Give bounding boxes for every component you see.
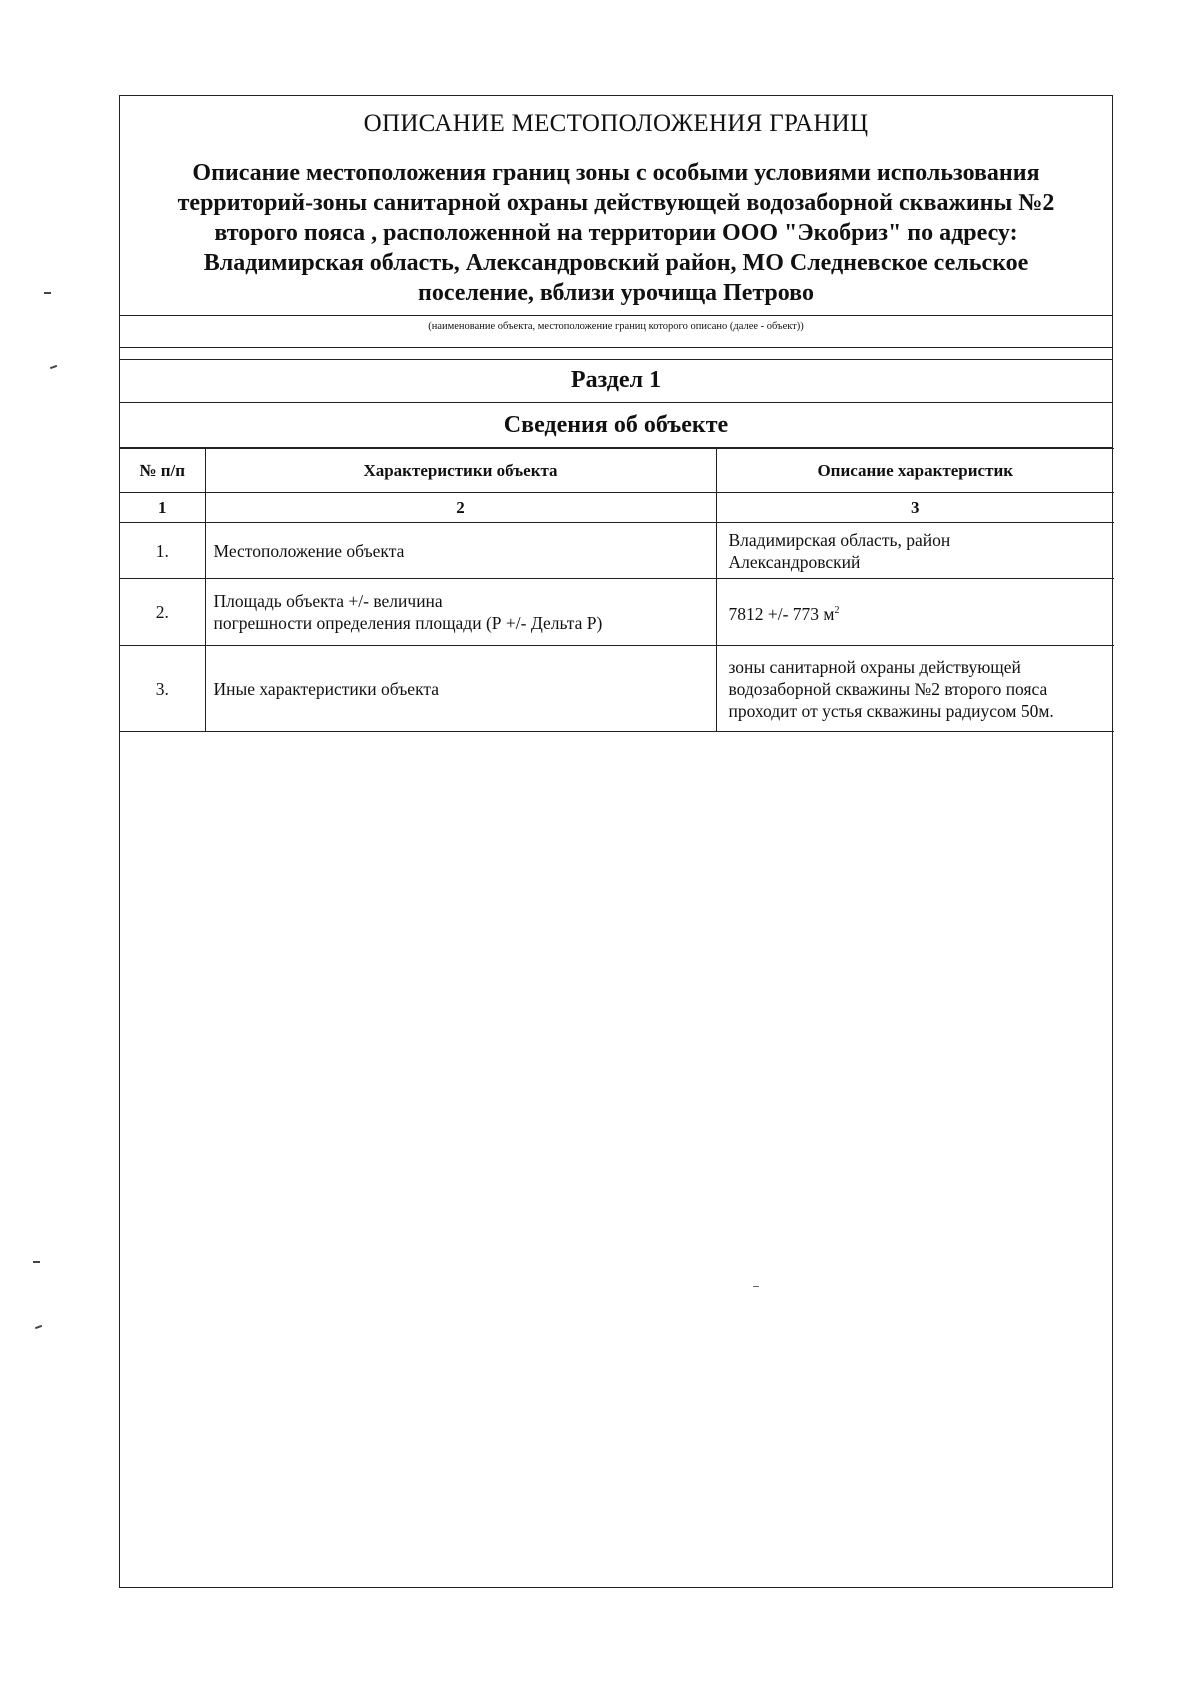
text-line: Иные характеристики объекта xyxy=(213,678,439,699)
column-number-row xyxy=(120,493,1114,523)
section-title: Раздел 1 xyxy=(120,359,1112,403)
row-description xyxy=(716,579,1114,646)
header-characteristic: Характеристики объекта xyxy=(205,449,716,493)
object-description xyxy=(134,158,1098,308)
subtitle-line: второго пояса , расположенной на территории ООО "Экобриз" по адресу: xyxy=(214,220,1018,246)
object-info-table xyxy=(120,448,1114,732)
document-frame xyxy=(119,95,1113,1588)
table-header-row xyxy=(120,449,1114,493)
area-value: 7812 +/- 773 м xyxy=(728,603,835,624)
text-line: Местоположение объекта xyxy=(213,540,405,561)
text-line: Владимирская область, район xyxy=(728,529,951,550)
text-line: водозаборной скважины №2 второго пояса xyxy=(728,678,1048,699)
row-number: 3. xyxy=(120,646,205,732)
margin-mark xyxy=(33,1261,40,1263)
row-characteristic xyxy=(205,523,716,579)
margin-mark xyxy=(50,365,57,369)
document-header xyxy=(120,96,1112,316)
table-row xyxy=(120,646,1114,732)
area-unit-superscript: 2 xyxy=(834,604,840,616)
table-row xyxy=(120,579,1114,646)
object-caption: (наименование объекта, местоположение границ которого описано (далее - объект)) xyxy=(120,316,1112,348)
header-description: Описание характеристик xyxy=(716,449,1114,493)
subtitle-line: территорий-зоны санитарной охраны действующей водозаборной скважины №2 xyxy=(177,190,1055,216)
column-number: 3 xyxy=(716,493,1114,523)
column-number: 2 xyxy=(205,493,716,523)
table-row xyxy=(120,523,1114,579)
text-line: погрешности определения площади (Р +/- Дельта Р) xyxy=(213,613,603,633)
row-description xyxy=(716,646,1114,732)
text-line: Площадь объекта +/- величина xyxy=(213,591,443,611)
row-characteristic xyxy=(205,579,716,646)
subtitle-line: поселение, вблизи урочища Петрово xyxy=(418,280,814,306)
row-number: 2. xyxy=(120,579,205,646)
margin-mark xyxy=(35,1325,42,1329)
subtitle-line: Описание местоположения границ зоны с особыми условиями использования xyxy=(192,160,1040,186)
column-number: 1 xyxy=(120,493,205,523)
page-title: ОПИСАНИЕ МЕСТОПОЛОЖЕНИЯ ГРАНИЦ xyxy=(363,110,869,137)
header-number: № п/п xyxy=(120,449,205,493)
section-heading: Сведения об объекте xyxy=(120,403,1112,448)
text-line: проходит от устья скважины радиусом 50м. xyxy=(728,700,1054,721)
row-description xyxy=(716,523,1114,579)
margin-mark xyxy=(44,292,51,294)
text-line: зоны санитарной охраны действующей xyxy=(728,656,1021,677)
row-characteristic xyxy=(205,646,716,732)
row-number: 1. xyxy=(120,523,205,579)
text-line: Александровский xyxy=(728,551,861,572)
subtitle-line: Владимирская область, Александровский район, МО Следневское сельское xyxy=(203,250,1029,276)
